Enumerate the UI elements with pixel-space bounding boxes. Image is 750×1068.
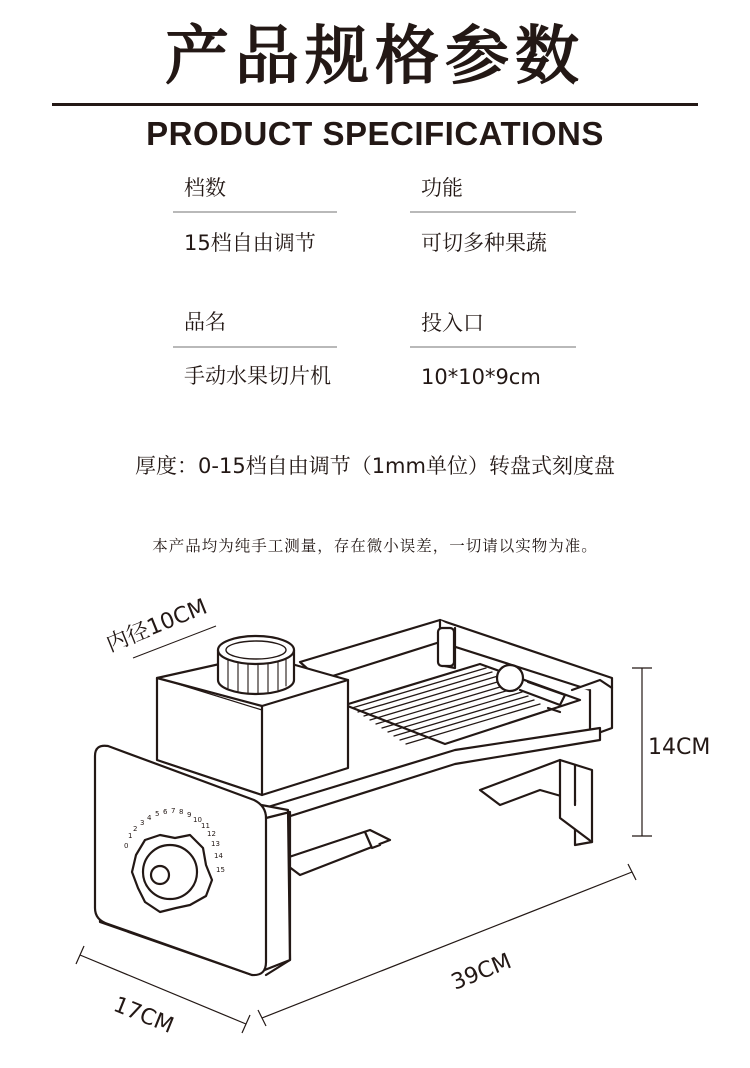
svg-text:12: 12 <box>207 830 216 838</box>
svg-text:4: 4 <box>147 814 152 822</box>
width-label: 17CM <box>109 992 177 1039</box>
spec-value-feed-opening: 10*10*9cm <box>421 365 541 389</box>
svg-text:11: 11 <box>201 822 210 830</box>
spec-value-product-name: 手动水果切片机 <box>184 364 331 388</box>
svg-text:0: 0 <box>124 842 129 850</box>
spec-value-gears: 15档自由调节 <box>184 231 316 255</box>
svg-text:9: 9 <box>187 811 192 819</box>
svg-text:5: 5 <box>155 810 160 818</box>
length-label: 39CM <box>447 949 516 996</box>
svg-text:3: 3 <box>140 819 145 827</box>
svg-text:13: 13 <box>211 840 220 848</box>
svg-text:8: 8 <box>179 808 184 816</box>
svg-text:6: 6 <box>163 808 168 816</box>
svg-text:10: 10 <box>193 816 202 824</box>
height-label: 14CM <box>648 735 711 760</box>
spec-label-gears: 档数 <box>184 176 226 200</box>
spec-value-function: 可切多种果蔬 <box>421 231 547 255</box>
spec-label-feed-opening: 投入口 <box>421 311 484 335</box>
length-dimension-line <box>258 864 636 1026</box>
page-subtitle: PRODUCT SPECIFICATIONS <box>146 115 604 152</box>
svg-text:7: 7 <box>171 807 176 815</box>
spec-label-product-name: 品名 <box>184 310 226 334</box>
thickness-note: 厚度：0-15档自由调节（1mm单位）转盘式刻度盘 <box>135 454 615 478</box>
svg-text:1: 1 <box>128 832 133 840</box>
inner-diameter-label: 内径10CM <box>102 594 211 658</box>
page-title: 产品规格参数 <box>165 20 585 94</box>
disclaimer-text: 本产品均为纯手工测量，存在微小误差，一切请以实物为准。 <box>152 537 598 555</box>
svg-text:15: 15 <box>216 866 225 874</box>
svg-text:14: 14 <box>214 852 223 860</box>
svg-text:2: 2 <box>133 825 138 833</box>
spec-label-function: 功能 <box>421 176 463 200</box>
